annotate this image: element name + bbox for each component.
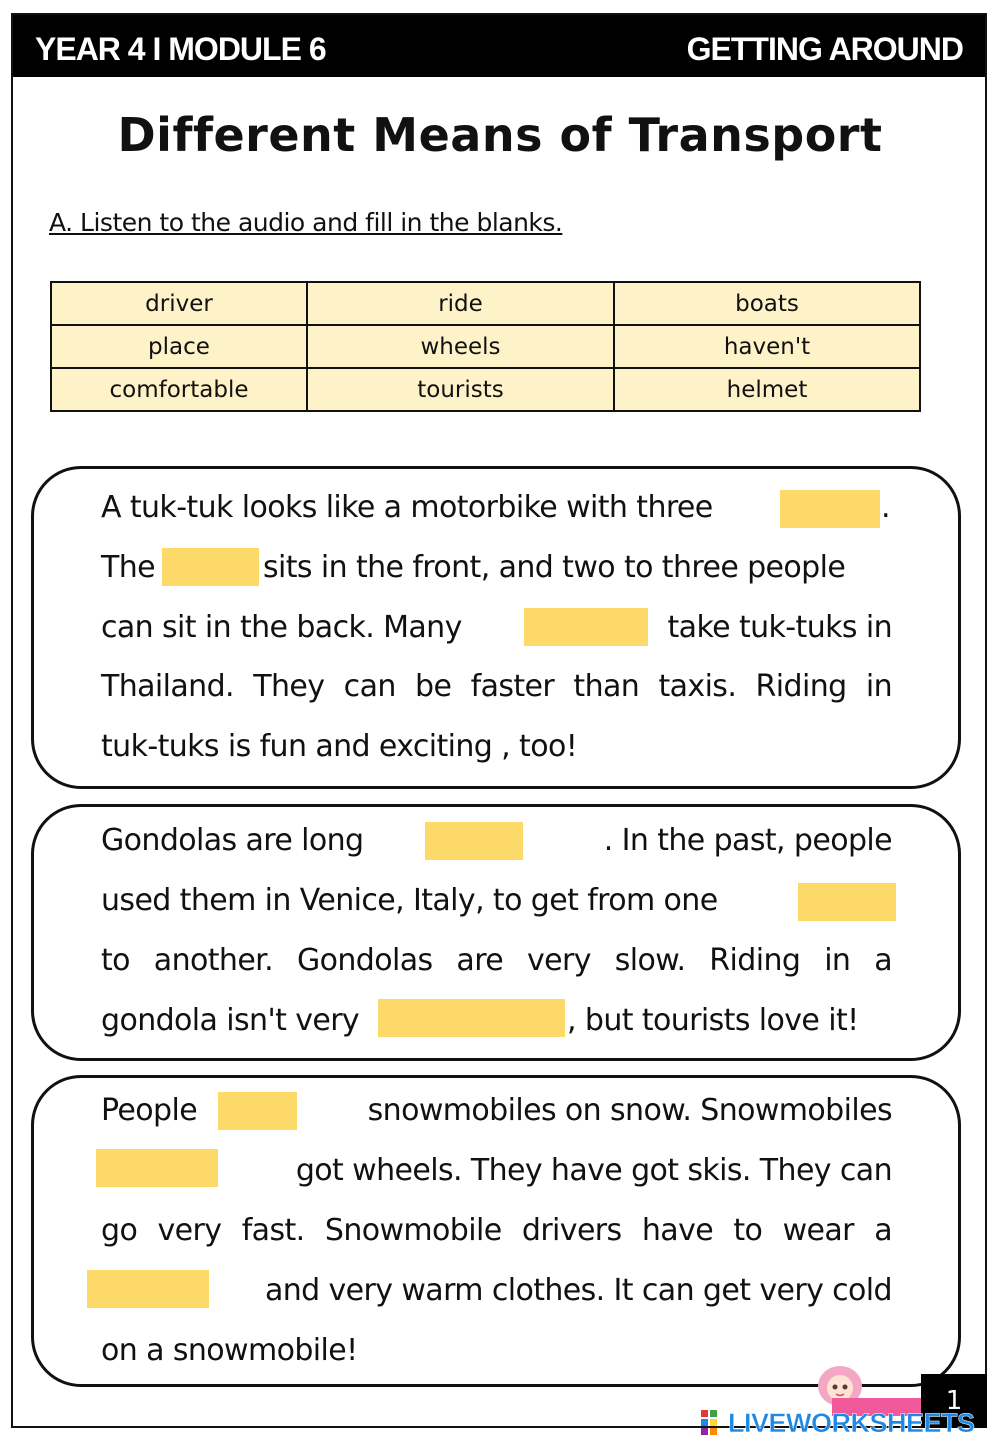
blank-input-6[interactable] xyxy=(378,999,565,1037)
passage-line: to another. Gondolas are very slow. Riding in a xyxy=(101,943,892,978)
text-segment: can sit in the back. Many xyxy=(101,610,462,645)
word-cell: tourists xyxy=(307,368,614,411)
blank-input-3[interactable] xyxy=(524,608,648,646)
text-segment: A tuk-tuk looks like a motorbike with three xyxy=(101,490,713,525)
passage-line: tuk-tuks is fun and exciting , too! xyxy=(101,729,578,764)
text-segment: . xyxy=(881,490,890,525)
text-segment: got wheels. They have got skis. They can xyxy=(295,1153,892,1188)
page-number: 1 xyxy=(921,1374,987,1428)
passage-line: go very fast. Snowmobile drivers have to wear a xyxy=(101,1213,892,1248)
text-segment: Gondolas are long xyxy=(101,823,364,858)
text-segment: People xyxy=(101,1093,198,1128)
header-bar xyxy=(13,15,985,77)
blank-input-2[interactable] xyxy=(162,548,259,586)
word-cell: boats xyxy=(614,282,920,325)
text-segment: The xyxy=(101,550,155,585)
passage-line: on a snowmobile! xyxy=(101,1333,358,1368)
text-segment: gondola isn't very xyxy=(101,1003,360,1038)
word-cell: haven't xyxy=(614,325,920,368)
instruction-text: A. Listen to the audio and fill in the blanks. xyxy=(49,208,563,237)
topic-label: GETTING AROUND xyxy=(686,31,963,67)
blank-input-9[interactable] xyxy=(87,1270,209,1308)
watermark-text: LIVEWORKSHEETS xyxy=(728,1407,975,1438)
word-cell: helmet xyxy=(614,368,920,411)
text-segment: . In the past, people xyxy=(603,823,892,858)
passage-line xyxy=(101,488,892,528)
word-cell: driver xyxy=(51,282,307,325)
page-title: Different Means of Transport xyxy=(117,108,883,162)
text-segment: take tuk-tuks in xyxy=(667,610,892,645)
liveworksheets-logo-icon xyxy=(700,1408,726,1438)
text-segment: , but tourists love it! xyxy=(567,1003,859,1038)
module-label: YEAR 4 I MODULE 6 xyxy=(35,31,326,67)
text-segment: and very warm clothes. It can get very cold xyxy=(264,1273,892,1308)
passage-line: used them in Venice, Italy, to get from one xyxy=(101,883,718,918)
blank-input-4[interactable] xyxy=(425,822,523,860)
blank-input-1[interactable] xyxy=(780,490,880,528)
passage-line xyxy=(101,608,892,648)
blank-input-5[interactable] xyxy=(798,883,896,921)
word-cell: place xyxy=(51,325,307,368)
word-cell: ride xyxy=(307,282,614,325)
word-cell: wheels xyxy=(307,325,614,368)
table-row xyxy=(51,282,920,325)
table-row xyxy=(51,368,920,411)
word-bank-table xyxy=(50,281,921,412)
blank-input-8[interactable] xyxy=(96,1149,218,1187)
table-row xyxy=(51,325,920,368)
blank-input-7[interactable] xyxy=(218,1092,297,1130)
passage-line: Thailand. They can be faster than taxis. Riding in xyxy=(101,669,892,704)
liveworksheets-watermark xyxy=(700,1405,975,1441)
text-segment: snowmobiles on snow. Snowmobiles xyxy=(367,1093,892,1128)
text-segment: sits in the front, and two to three people xyxy=(263,550,846,585)
word-cell: comfortable xyxy=(51,368,307,411)
